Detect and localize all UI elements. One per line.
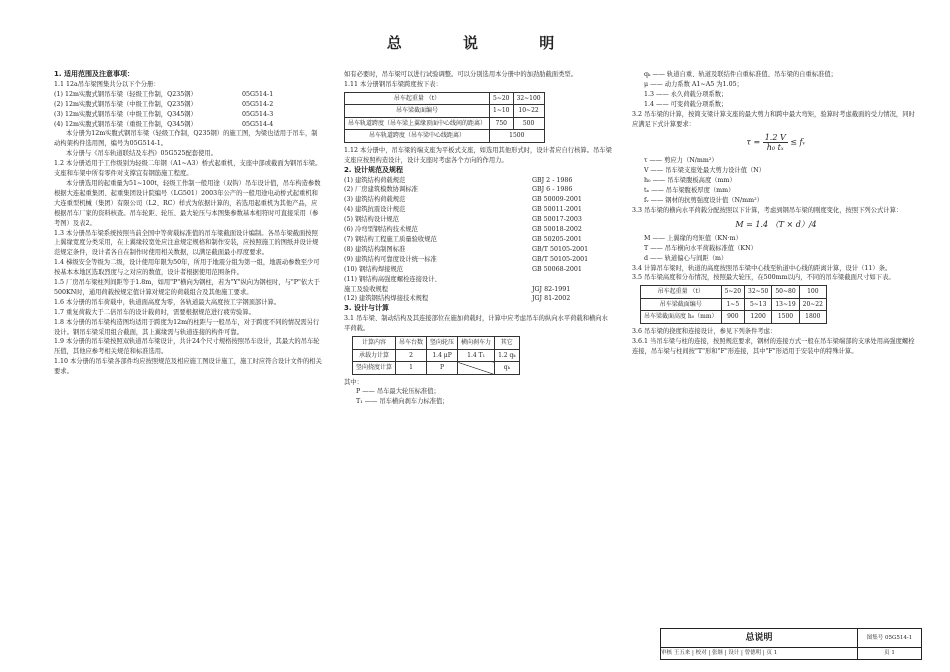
definition: d —— 轨道偏心与间距（m）	[644, 254, 728, 262]
paragraph: 1.11 本分册钢吊车梁跨度按下表：	[344, 80, 442, 88]
list-item: (2) 12m实腹式钢吊车梁（中级工作制，Q235钢） 05G514-2	[54, 100, 274, 108]
paragraph: 3.6 吊车梁的挠度和连接设计，参见下列条件考虑：	[632, 327, 777, 335]
list-item: (2) 厂房建筑模数协调标准 GBJ 6 - 1986	[344, 186, 573, 194]
moment-formula: M = 1.4 （T × d）/4	[735, 219, 817, 229]
paragraph: 3.6.1 当吊车梁与柱的连接，按照规范要求，钢材的连接方式一般在吊车梁端部的支承处用高强度螺栓连接，吊车梁与柱间按"T"形和"F"形连接，其中"F"形适用于安装中的特殊计算。	[632, 337, 915, 355]
definition: V —— 吊车梁支座处最大剪力设计值（N）	[644, 167, 766, 175]
load-table	[352, 336, 520, 375]
list-item: (1) 12m实腹式钢吊车梁（轻级工作制，Q235钢） 05G514-1	[54, 90, 274, 98]
column-2	[344, 70, 612, 407]
list-item: (4) 12m实腹式钢吊车梁（重级工作制，Q345钢） 05G514-4	[54, 120, 274, 128]
paragraph: 如有必要时，吊车梁可以进行试验调整。可以分别选用本分册中的加劲肋截面类型。	[344, 71, 577, 78]
definition: μ —— 动力系数 A1~A5 为1.05；	[644, 80, 743, 88]
paragraph: 3.2 吊车梁的计算，按简支梁计算支座的最大剪力和跨中最大弯矩，验算时考虑截面的受力情况，同时应满足下式计算要求：	[632, 110, 915, 128]
title-block-signatures: 审核 王五来 | 校对 | 张继 | 设计 | 曾德明 | 页 1	[661, 648, 858, 659]
table-row: 吊车梁截面编号 1~10 10~22	[345, 105, 545, 118]
paragraph: 其中：	[344, 378, 363, 386]
list-item: (8) 建筑结构制图标准 GB/T 50105-2001	[344, 245, 589, 253]
paragraph: 1.7 重复荷载大于二倍吊车的设计载荷时，需要根据规范进行疲劳验算。	[54, 308, 255, 316]
definition: qₖ —— 轨道自重、轨道及联结件自重标准值、吊车梁的自重标准值；	[644, 71, 837, 78]
paragraph: 3.3 吊车梁的横向水平荷载分配按照以下计算，考虑到钢吊车梁的刚度变化，按照下列公式计算：	[632, 206, 903, 214]
section-heading: 1. 适用范围及注意事项：	[54, 70, 134, 78]
section-heading: 2. 设计规范及规程	[344, 165, 403, 174]
height-table	[640, 285, 827, 324]
list-item: (7) 钢结构工程施工质量验收规范 GB 50205-2001	[344, 235, 582, 243]
table-row: 计算内容 吊车台数 竖向轮压 横向刹车力 其它	[353, 337, 520, 350]
list-item: (6) 冷弯型钢结构技术规范 GB 50018-2002	[344, 226, 582, 234]
definition: T₁ —— 吊车横向刹车力标准值；	[356, 398, 449, 406]
span-table	[344, 92, 545, 143]
paragraph: 3.4 计算吊车梁时，轨道的高度按照吊车梁中心线至轨道中心线的距离计算，设计（11）条。	[632, 264, 892, 272]
shear-formula: τ = $\frac{1.2 V}{\text{h₀ tₓ}}$ ≤ fᵥ	[746, 133, 806, 153]
definition: tₓ —— 吊车梁腹板厚度（mm）	[644, 187, 735, 195]
paragraph: 1.8 本分册的吊车梁构造图均适用于跨度为12m的柱距与一般吊车，对于跨度不同的情况需另行设计。钢吊车梁采用组合截面，其上翼缘需与轨道连接的构件可靠。	[54, 318, 320, 336]
drawing-sheet	[47, 20, 922, 660]
table-row: 吊车起重量 （t） 5~20 32~100	[345, 92, 545, 105]
list-item: (11) 钢结构高强度螺栓连接设计、	[344, 275, 441, 283]
paragraph: 1.10 本分册的吊车梁各部件均应按照规范及相应施工图设计施工，施工时应符合设计文件的相关要求。	[54, 358, 322, 376]
table-row: 吊车梁截面高度 h₀（mm） 900 1200 1500 1800	[641, 311, 827, 324]
table-row: 承载力计算 2 1.4 μP 1.4 T₁ 1.2 qₖ	[353, 349, 520, 362]
atlas-number: 图集号 05G514-1	[858, 629, 921, 648]
paragraph: 1.1 12a吊车梁图集共分以下个分册：	[54, 80, 160, 88]
table-row: 吊车梁截面编号 1~5 5~13 13~19 20~22	[641, 298, 827, 311]
paragraph: 本分册与《吊车轨道联结及车挡》05G525配套使用。	[66, 150, 217, 158]
definition: 1.4 —— 可变荷载分项系数；	[644, 100, 728, 108]
definition: M —— 上翼缘的弯矩值（KN·m）	[644, 234, 742, 242]
list-item: (5) 钢结构设计规范 GB 50017-2003	[344, 216, 582, 224]
paragraph: 本分册为12m实腹式钢吊车梁（轻级工作制，Q235钢）的施工图，为梁也适用于吊车，制动构架构件选用图，编号为05G514-1。	[54, 130, 318, 148]
table-row: 吊车轨道跨度（吊车梁中心线距离） 1500	[345, 130, 545, 143]
title-block-name: 总说明	[661, 629, 858, 648]
section-heading: 3. 设计与计算	[344, 304, 389, 313]
paragraph: 1.3 本分册吊车梁系统按照当前全国中等荷载标准值的吊车梁截面设计编制。各吊车梁截面按照上翼缘宽度分类采用，在上翼缘较宽处应注意规定规格和制作安装，应按照施工的图纸并设计规范规定条件，设计者各自在制作时使用相关数据，以满足截面最小厚度要求。	[54, 229, 319, 257]
table-row: 吊车起重量 （t） 5~20 32~50 50~80 100	[641, 286, 827, 299]
column-1	[54, 70, 322, 377]
table-row: 吊车轨道跨度（吊车梁上翼缘顶面中心线间的距离） 750 500	[345, 117, 545, 130]
paragraph: 1.2 本分册适用于工作级别为轻级二年钢（A1~A3）桥式起重机，支座中部或截面为钢吊车梁。支座和车架中所有零件对支撑宜有钢筋施工程度。	[54, 160, 322, 178]
list-item: (9) 建筑结构可靠度设计统一标准 GB/T 50105-2001	[344, 255, 589, 263]
definition: fᵥ —— 钢材的抗剪强度设计值（N/mm²）	[644, 197, 763, 205]
paragraph: 本分册选用的起重量为51~100t，轻级工作制一般用途（双钩）吊车设计值，吊车构造参数根据大连起重集团、起重集团设计院编号（LG501）2003年公产的一般用途电动桥式起重机和大连重型机械（集团）有限公司（L2、RC）样式为依据计算的，若选用起重机为其他产品，应根据吊车厂家的资料核查。吊车轮距、轮压、最大轮压与本图集参数基本相符时可直接采用（参考图）及表2。	[54, 179, 321, 227]
list-item: (12) 建筑钢结构焊接技术规程 JGJ 81-2002	[344, 295, 571, 303]
paragraph: 1.9 本分册的吊车梁按照双轨道吊车梁设计，共计24个尺寸规格按照吊车设计，其最大的吊车轮压值，其他应参考相关规范和标准选用。	[54, 338, 320, 356]
paragraph: 3.1 吊车梁、制动结构及其连接部位在施加荷载时，计算中应考虑吊车的纵向水平荷载和横向水平荷载。	[344, 315, 608, 333]
page-number: 页 1	[884, 650, 895, 656]
paragraph: 1.12 本分册中，吊车梁的端支座为平板式支座，如选用其他形式时，设计者应自行核算。吊车梁支座应按照构造设计，设计支座时考虑各个方向的作用力。	[344, 146, 612, 164]
list-item: 施工及验收规程 JGJ 82-1991	[344, 285, 571, 293]
column-3	[632, 70, 920, 357]
volume-list	[54, 90, 322, 130]
paragraph: 1.5 厂房吊车梁柱列间距等于1.8m，如用"P"横向为钢柱，若为"Y"纵向为钢柱时，与"P"依大于500KN时，通用荷载按规定值计算对规定的荷载组合及其他施工要求。	[54, 279, 320, 296]
list-item: (10) 钢结构焊接规范 GB 50068-2001	[344, 265, 582, 273]
table-row: 竖向挠度计算 1 P qₖ	[353, 362, 520, 375]
page-title: 总 说 明	[386, 34, 583, 52]
definition: P —— 吊车最大轮压标准值；	[356, 388, 440, 396]
list-item: (1) 建筑结构荷载规范 GBJ 2 - 1986	[344, 176, 573, 184]
paragraph: 3.5 吊车梁高度和分布情况，按照最大轮压，在500mm以内，不同的吊车梁截面尺寸如下表。	[632, 274, 895, 282]
definition: 1.3 —— 永久荷载分项系数；	[644, 90, 728, 98]
diagonal-cell	[458, 362, 495, 375]
definition: T —— 吊车横向水平荷载标准值（KN）	[644, 244, 757, 252]
definition: τ —— 剪应力（N/mm²）	[644, 157, 718, 165]
list-item: (3) 建筑结构荷载规范 GB 50009-2001	[344, 196, 582, 204]
code-list	[344, 176, 612, 305]
paragraph: 1.4 梯级安全等级为二级，设计使用年限为50年，所用于地震分组为第一组，地震动参数至少可按基本本地区选取烈度与之对应的数值，设计者根据使用范围条件。	[54, 259, 320, 277]
title-block	[660, 628, 922, 660]
list-item: (4) 建筑抗震设计规范 GB 50011-2001	[344, 206, 582, 214]
list-item: (3) 12m实腹式钢吊车梁（中级工作制，Q345钢） 05G514-3	[54, 110, 274, 118]
definition: h₀ —— 吊车梁腹板高度（mm）	[644, 177, 736, 185]
paragraph: 1.6 本分册的吊车荷载中，轨道面高度为零，各轨道最大高度按工字钢顶部计算。	[54, 298, 281, 306]
